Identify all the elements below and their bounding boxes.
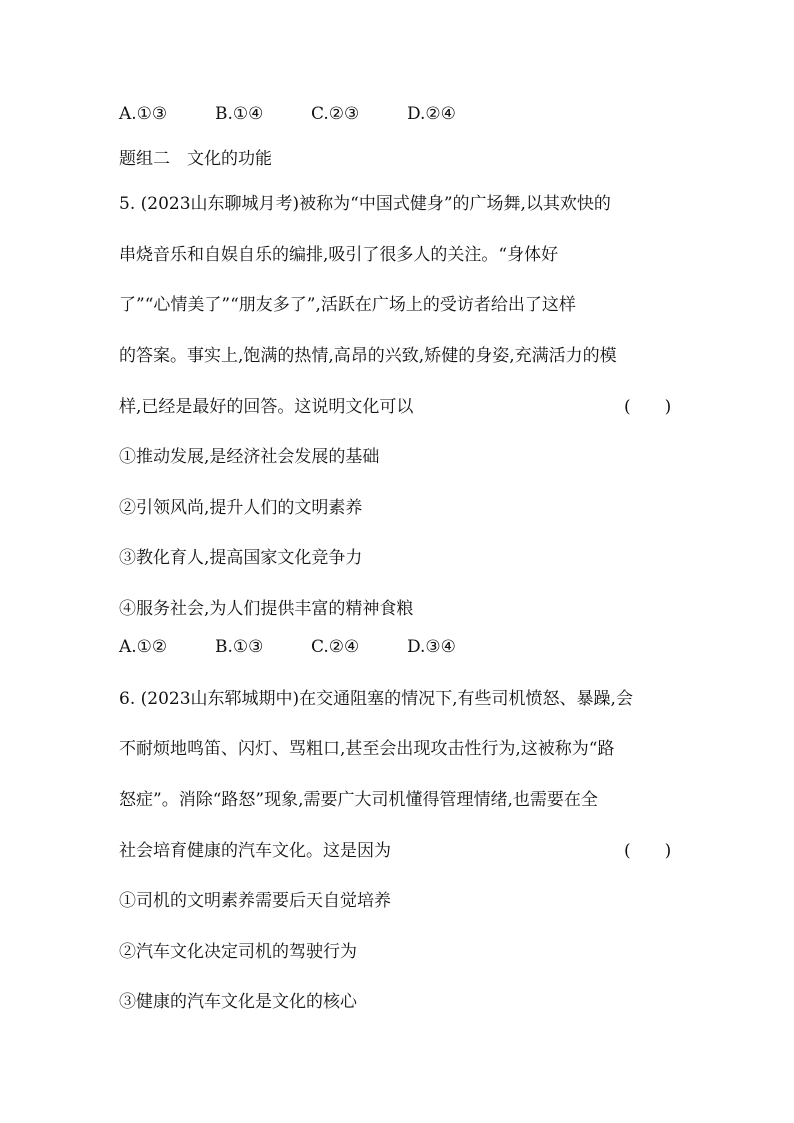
q6-answer-blank: ( ) bbox=[624, 841, 672, 861]
q5-stem-line: 了”“心情美了”“朋友多了”,活跃在广场上的受访者给出了这样 bbox=[119, 295, 576, 315]
q5-stem-line: 5. (2023山东聊城月考)被称为“中国式健身”的广场舞,以其欢快的 bbox=[119, 194, 611, 214]
q5-option-d: D.③④ bbox=[407, 637, 456, 657]
q4-options bbox=[119, 104, 456, 124]
q4-option-b: B.①④ bbox=[215, 104, 264, 124]
q5-option-a: A.①② bbox=[119, 637, 168, 657]
q6-stem-line: 不耐烦地鸣笛、闪灯、骂粗口,甚至会出现攻击性行为,这被称为“路 bbox=[119, 739, 615, 759]
q6-stem-line: 社会培育健康的汽车文化。这是因为 bbox=[119, 841, 391, 861]
q5-statement: ①推动发展,是经济社会发展的基础 bbox=[119, 447, 380, 467]
q5-stem-line: 串烧音乐和自娱自乐的编排,吸引了很多人的关注。“身体好 bbox=[119, 245, 559, 265]
q4-option-c: C.②③ bbox=[311, 104, 360, 124]
q5-statement: ②引领风尚,提升人们的文明素养 bbox=[119, 498, 363, 518]
q5-options bbox=[119, 637, 456, 657]
q6-stem-line: 怒症”。消除“路怒”现象,需要广大司机懂得管理情绪,也需要在全 bbox=[119, 790, 598, 810]
q4-option-a: A.①③ bbox=[119, 104, 168, 124]
q6-statement: ②汽车文化决定司机的驾驶行为 bbox=[119, 942, 357, 962]
q5-option-b: B.①③ bbox=[215, 637, 264, 657]
q4-option-d: D.②④ bbox=[407, 104, 456, 124]
q6-statement: ①司机的文明素养需要后天自觉培养 bbox=[119, 891, 391, 911]
q5-stem-line: 的答案。事实上,饱满的热情,高昂的兴致,矫健的身姿,充满活力的模 bbox=[119, 346, 617, 366]
q5-answer-blank: ( ) bbox=[624, 397, 672, 417]
q5-statement: ④服务社会,为人们提供丰富的精神食粮 bbox=[119, 599, 414, 619]
section-title: 题组二 文化的功能 bbox=[119, 149, 272, 169]
q5-option-c: C.②④ bbox=[311, 637, 360, 657]
q5-stem-line: 样,已经是最好的回答。这说明文化可以 bbox=[119, 397, 414, 417]
q6-statement: ③健康的汽车文化是文化的核心 bbox=[119, 992, 357, 1012]
q5-statement: ③教化育人,提高国家文化竞争力 bbox=[119, 548, 363, 568]
q6-stem-line: 6. (2023山东郓城期中)在交通阻塞的情况下,有些司机愤怒、暴躁,会 bbox=[119, 689, 633, 709]
